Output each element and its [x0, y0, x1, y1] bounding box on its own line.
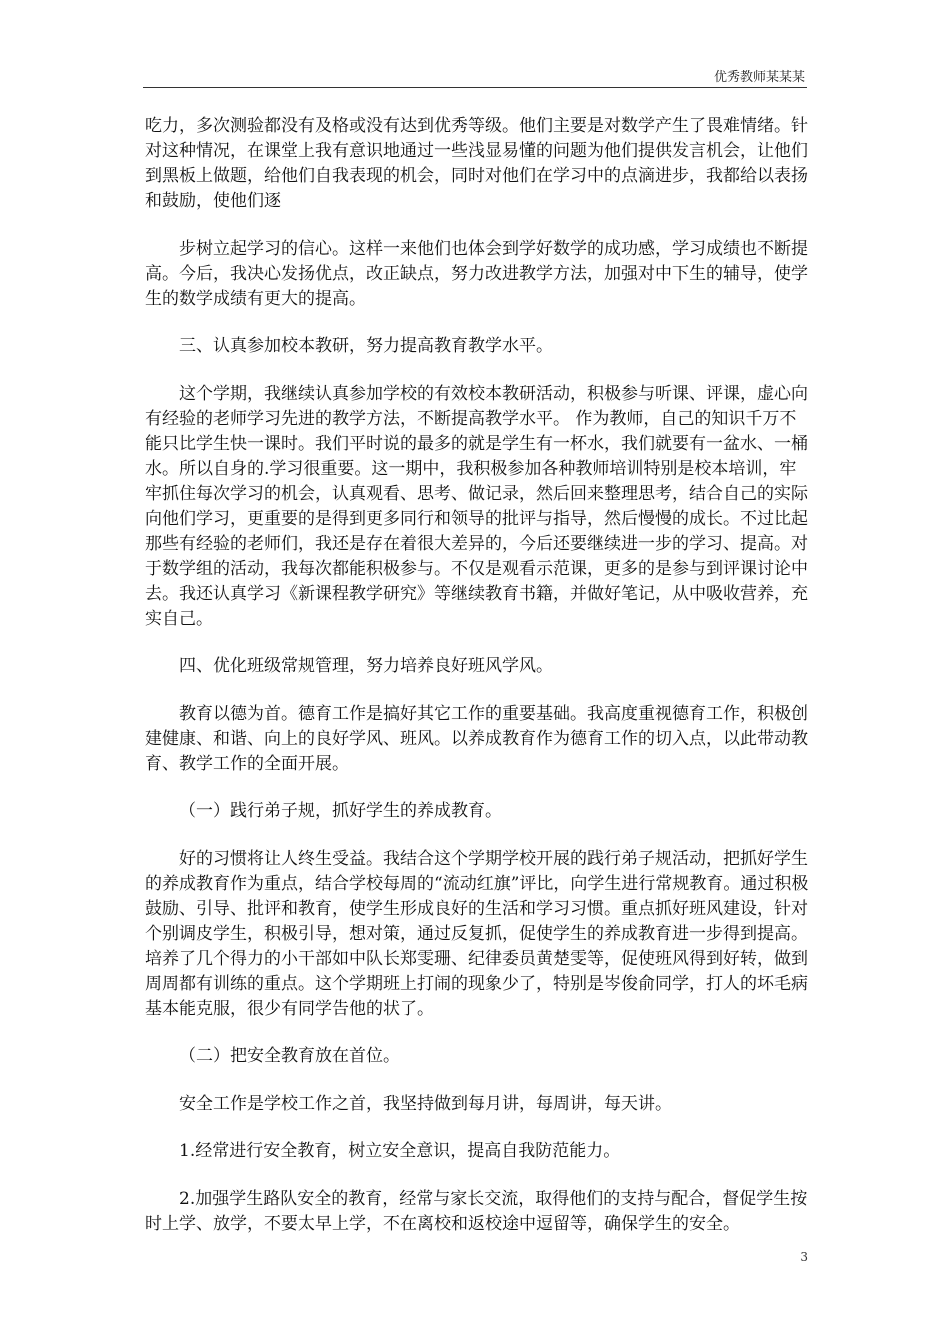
- list-item: 1.经常进行安全教育，树立安全意识，提高自我防范能力。: [179, 1141, 621, 1161]
- header-rule: [143, 87, 807, 88]
- running-header: 优秀教师某某某: [713, 70, 805, 85]
- paragraph: 这个学期，我继续认真参加学校的有效校本教研活动，积极参与听课、评课，虚心向有经验的老师学习先进的教学方法，不断提高教学水平。 作为教师，自己的知识千万不能只比学生快一课时。我们平时说的最多的就是学生有一杯水，我们就要有一盆水、一桶水。所以自身的.学习很重要。这一期中，我积极参加各种教师培训特别是校本培训，牢牢抓住每次学习的机会，认真观看、思考、做记录，然后回来整理思考，结合自己的实际向他们学习，更重要的是得到更多同行和领导的批评与指导，然后慢慢的成长。不过比起那些有经验的老师们，我还是存在着很大差异的，今后还要继续进一步的学习、提高。对于数学组的活动，我每次都能积极参与。不仅是观看示范课，更多的是参与到评课讨论中去。我还认真学习《新课程教学研究》等继续教育书籍，并做好笔记，从中吸收营养，充实自己。: [145, 383, 808, 629]
- document-body: [145, 114, 810, 1259]
- paragraph: 安全工作是学校工作之首，我坚持做到每月讲，每周讲，每天讲。: [179, 1093, 672, 1114]
- section-heading: 三、认真参加校本教研，努力提高教育教学水平。: [179, 336, 553, 356]
- paragraph: 步树立起学习的信心。这样一来他们也体会到学好数学的成功感，学习成绩也不断提高。今后，我决心发扬优点，改正缺点，努力改进教学方法，加强对中下生的辅导，使学生的数学成绩有更大的提高。: [145, 238, 808, 309]
- subsection-heading: （一）践行弟子规，抓好学生的养成教育。: [179, 801, 502, 821]
- section-heading: 四、优化班级常规管理，努力培养良好班风学风。: [179, 656, 553, 676]
- list-item: 2.加强学生路队安全的教育，经常与家长交流，取得他们的支持与配合，督促学生按时上学、放学，不要太早上学，不在离校和返校途中逗留等，确保学生的安全。: [145, 1188, 808, 1234]
- paragraph: 好的习惯将让人终生受益。我结合这个学期学校开展的践行弟子规活动，把抓好学生的养成教育作为重点，结合学校每周的“流动红旗”评比，向学生进行常规教育。通过积极鼓励、引导、批评和教育，使学生形成良好的生活和学习习惯。重点抓好班风建设，针对个别调皮学生，积极引导，想对策，通过反复抓，促使学生的养成教育进一步得到提高。培养了几个得力的小干部如中队长郑雯珊、纪律委员黄楚雯等，促使班风得到好转，做到周周都有训练的重点。这个学期班上打闹的现象少了，特别是岑俊俞同学，打人的坏毛病基本能克服，很少有同学告他的状了。: [145, 848, 809, 1019]
- paragraph: 吃力，多次测验都没有及格或没有达到优秀等级。他们主要是对数学产生了畏难情绪。针对这种情况，在课堂上我有意识地通过一些浅显易懂的问题为他们提供发言机会，让他们到黑板上做题，给他们自我表现的机会，同时对他们在学习中的点滴进步，我都给以表扬和鼓励，使他们逐: [145, 116, 808, 211]
- page-number: 3: [800, 1250, 808, 1264]
- subsection-heading: （二）把安全教育放在首位。: [179, 1046, 400, 1066]
- paragraph: 教育以德为首。德育工作是搞好其它工作的重要基础。我高度重视德育工作，积极创建健康、和谐、向上的良好学风、班风。以养成教育作为德育工作的切入点，以此带动教育、教学工作的全面开展。: [145, 703, 808, 774]
